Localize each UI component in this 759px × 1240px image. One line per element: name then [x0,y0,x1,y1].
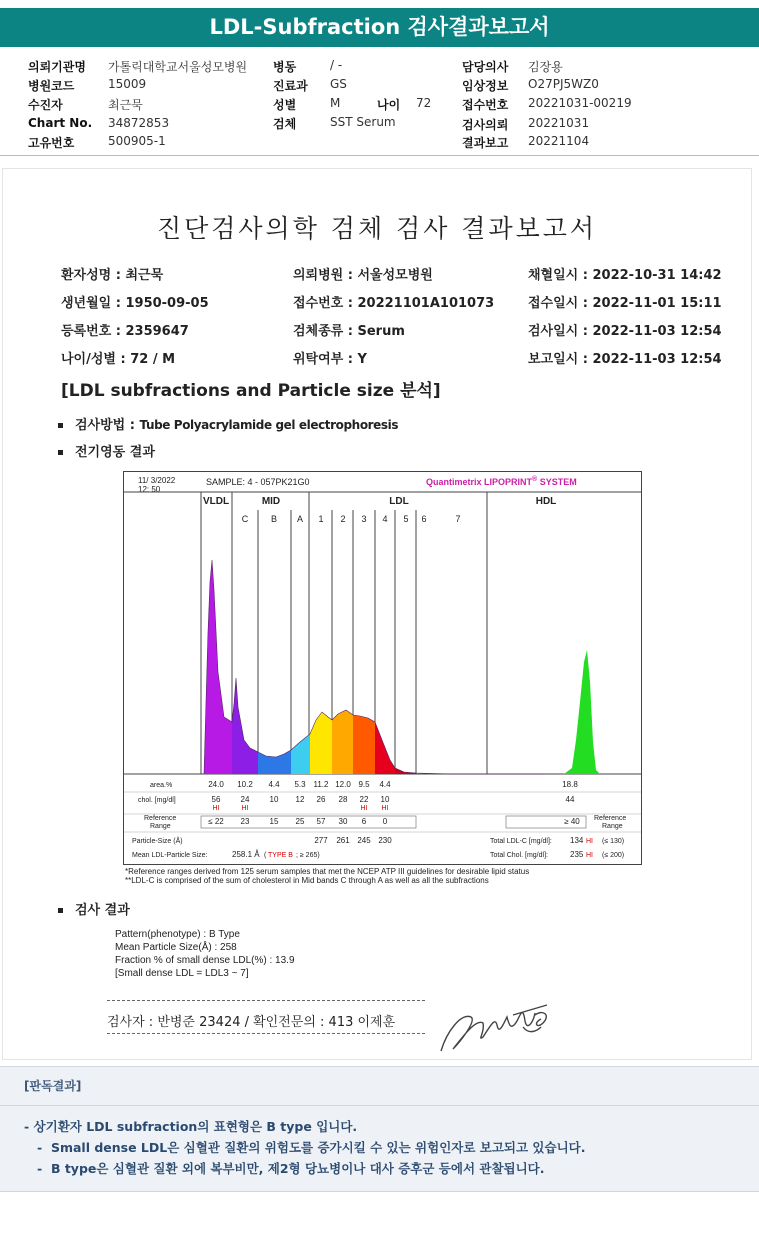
chart-date: 11/ 3/2022 [138,476,176,485]
method-value: Tube Polyacrylamide gel electrophoresis [139,418,399,432]
hdl-area-value: 18.8 [562,780,578,789]
label-receipt-no: 접수번호 [462,98,509,112]
value-age: 72 [416,96,432,110]
band-label: B [270,514,278,524]
result-small-dense-fraction: Fraction % of small dense LDL(%) : 13.9 [115,955,295,966]
label-unique-no: 고유번호 [28,136,75,150]
label-hospital-code: 병원코드 [28,79,75,93]
reference-value: 6 [361,817,367,826]
value-unique-no: 500905-1 [108,134,166,148]
value-chart-no: 34872853 [108,116,170,130]
row-label-ref-2: Range [150,823,171,830]
label-sex: 성별 [273,98,297,112]
label-report-date: 결과보고 [462,136,509,150]
group-label: HDL [535,496,557,507]
chol-value: 12 [295,795,305,804]
chol-flag: HI [212,805,220,812]
value-patient: 최근묵 [108,98,143,112]
value-request-date: 20221031 [528,116,590,130]
electrophoresis-heading [58,441,155,460]
chol-value: 28 [338,795,348,804]
brand-suffix: SYSTEM [537,477,577,487]
mean-size-value: 258.1 Å [232,850,260,859]
result-pattern: Pattern(phenotype) : B Type [115,929,240,940]
label-mean-size: Mean LDL-Particle Size: [132,852,208,859]
row-label-ref-1: Reference [144,815,177,822]
result-heading [58,899,130,918]
mean-type-open: ( [264,852,267,859]
label-total-ldl: Total LDL-C [mg/dl]: [490,838,552,845]
report-heading: 진단검사의학 검체 검사 결과보고서 [156,214,598,243]
value-report-date: 20221104 [528,134,590,148]
info-age-sex: 나이/성별 : 72 / M [61,352,176,367]
band-label: A [296,514,304,524]
brand-registered-mark: ® [532,476,538,483]
chart-time: 12: 50 [138,485,161,494]
row-label-ref-right-1: Reference [594,815,627,822]
total-chol-value: 235 [570,850,584,859]
particle-size-value: 245 [357,836,371,845]
footnote-reference: *Reference ranges derived from 125 serum samples that met the NCEP ATP III guidelines for desirable lipid status [125,867,530,876]
value-ward: / - [330,58,343,72]
bullet-icon [58,450,63,455]
area-value: 5.3 [294,780,306,789]
group-label: VLDL [202,496,230,507]
brand-name: Quantimetrix LIPOPRINT [426,477,533,487]
label-total-chol: Total Chol. [mg/dl]: [490,852,548,859]
label-specimen: 검체 [273,117,297,131]
chol-flag: HI [381,805,389,812]
electrophoresis-label: 전기영동 결과 [75,445,155,460]
area-value: 4.4 [379,780,391,789]
value-sex: M [330,96,341,110]
row-label-particle-size: Particle-Size (Å) [132,838,183,845]
area-value: 9.5 [358,780,370,789]
info-consignment: 위탁여부 : Y [293,352,367,367]
reference-value: 15 [269,817,279,826]
label-request-date: 검사의뢰 [462,118,509,132]
reference-value: 57 [316,817,326,826]
total-ldl-value: 134 [570,836,584,845]
row-label-chol: chol. [mg/dl] [138,797,176,804]
mean-type-value: TYPE B [268,852,293,859]
hdl-reference-value: ≥ 40 [564,817,580,826]
interpretation-heading: [판독결과] [24,1079,82,1093]
area-value: 11.2 [313,780,329,789]
signature-bottom-rule [107,1033,425,1034]
signature-top-rule [107,1000,425,1001]
value-receipt-no: 20221031-00219 [528,96,632,110]
reference-value: 30 [338,817,348,826]
total-ldl-flag: HI [586,838,593,845]
value-clinical-info: O27PJ5WZ0 [528,77,599,91]
chol-value: 22 [359,795,369,804]
chol-value: 26 [316,795,326,804]
value-institution: 가톨릭대학교서울성모병원 [108,60,248,74]
row-label-ref-right-2: Range [602,823,623,830]
label-patient: 수진자 [28,98,63,112]
chol-value: 56 [211,795,221,804]
band-label: 4 [382,514,388,524]
group-label: MID [261,496,281,507]
reference-value: ≤ 22 [208,817,224,826]
electropherogram-band [310,712,332,774]
band-label: 7 [455,514,461,524]
value-specimen: SST Serum [330,115,396,129]
electropherogram-band [564,650,600,774]
total-chol-flag: HI [586,852,593,859]
band-label: 3 [361,514,367,524]
band-label: 6 [421,514,427,524]
electropherogram-band [353,715,375,774]
info-registration-no: 등록번호 : 2359647 [61,324,189,339]
value-department: GS [330,77,347,91]
electropherogram-band [258,750,291,774]
value-hospital-code: 15009 [108,77,147,91]
band-label: 2 [340,514,346,524]
section-title: [LDL subfractions and Particle size 분석] [61,381,441,401]
area-value: 24.0 [208,780,224,789]
interpretation-panel [0,1066,759,1192]
info-report-time: 보고일시 : 2022-11-03 12:54 [528,352,722,367]
handwritten-signature [437,991,567,1059]
band-label: 5 [403,514,409,524]
total-ldl-ref: (≤ 130) [602,838,625,845]
label-institution: 의뢰기관명 [28,60,86,74]
particle-size-value: 277 [314,836,328,845]
electropherogram-band [332,710,353,774]
row-label-area: area.% [150,782,173,789]
chol-value: 10 [380,795,390,804]
method-label: 검사방법 : [75,418,140,433]
label-chart-no: Chart No. [28,116,93,130]
result-mean-size: Mean Particle Size(Å) : 258 [115,942,237,953]
chol-flag: HI [241,805,249,812]
info-specimen-type: 검체종류 : Serum [293,324,405,339]
band-label: 1 [318,514,324,524]
label-department: 진료과 [273,79,308,93]
interpretation-line-2: - Small dense LDL은 심혈관 질환의 위험도를 증가시킬 수 있는 위험인자로 보고되고 있습니다. [24,1140,586,1155]
value-doctor: 김장용 [528,60,563,74]
electropherogram-band [395,768,416,774]
header-info [0,52,759,152]
result-label: 검사 결과 [75,903,130,918]
label-clinical-info: 임상정보 [462,79,509,93]
mean-ref-value: ; ≥ 265) [296,852,320,859]
info-collection-time: 채혈일시 : 2022-10-31 14:42 [528,268,722,283]
label-age: 나이 [377,98,401,112]
band-label: C [241,514,249,524]
chol-value: 24 [240,795,250,804]
info-test-time: 검사일시 : 2022-11-03 12:54 [528,324,722,339]
bullet-icon [58,423,63,428]
result-small-dense-definition: [Small dense LDL = LDL3 ~ 7] [115,968,249,979]
area-value: 4.4 [268,780,280,789]
electropherogram-band [291,734,310,774]
total-chol-ref: (≤ 200) [602,852,625,859]
reference-value: 0 [382,817,388,826]
info-receipt-no: 접수번호 : 20221101A101073 [293,296,495,311]
header-divider [0,155,759,156]
reference-value: 23 [240,817,250,826]
interpretation-line-1: - 상기환자 LDL subfraction의 표현형은 B type 입니다. [24,1119,358,1134]
chol-value: 10 [269,795,279,804]
area-value: 10.2 [237,780,253,789]
lipoprint-chart [123,471,642,865]
particle-size-value: 261 [336,836,350,845]
particle-size-value: 230 [378,836,392,845]
area-value: 12.0 [335,780,351,789]
info-receipt-time: 접수일시 : 2022-11-01 15:11 [528,296,722,311]
chart-sample: SAMPLE: 4 - 057PK21G0 [206,477,310,487]
hdl-chol-value: 44 [565,795,575,804]
reference-value: 25 [295,817,305,826]
label-doctor: 담당의사 [462,60,509,74]
bullet-icon [58,908,63,913]
label-ward: 병동 [273,60,297,74]
interpretation-line-3: - B type은 심혈관 질환 외에 복부비만, 제2형 당뇨병이나 대사 증후군 등에서 관찰됩니다. [24,1161,545,1176]
interpretation-divider [0,1105,759,1106]
chol-flag: HI [360,805,368,812]
group-label: LDL [389,496,409,507]
method-line [58,414,398,433]
info-hospital: 의뢰병원 : 서울성모병원 [293,268,433,283]
info-patient-name: 환자성명 : 최근묵 [61,268,164,283]
report-document [2,168,752,1060]
footnote-ldl: **LDL-C is comprised of the sum of cholesterol in Mid bands C through A as well as all the subfractions [125,876,489,885]
chart-svg [124,472,641,864]
electropherogram-band [232,678,258,774]
signature-line: 검사자 : 반병준 23424 / 확인전문의 : 413 이제훈 [107,1015,396,1030]
report-title-bar: LDL-Subfraction 검사결과보고서 [0,8,759,47]
info-birth-date: 생년월일 : 1950-09-05 [61,296,209,311]
